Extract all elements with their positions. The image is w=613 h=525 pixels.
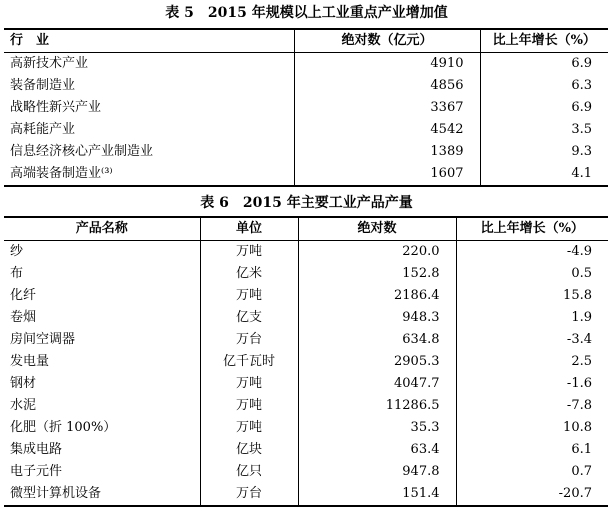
- product-name-cell: 纱: [10, 244, 24, 259]
- industry-name-cell: 高耗能产业: [10, 122, 76, 137]
- product-name-cell: 发电量: [10, 354, 50, 369]
- unit-cell: 亿块: [200, 439, 298, 461]
- table6-header-value: 绝对数: [298, 217, 456, 241]
- unit-cell: 万吨: [200, 373, 298, 395]
- table-row: [4, 307, 608, 329]
- table6-title: 表 6 2015 年主要工业产品产量: [200, 195, 413, 211]
- value-cell: 1389: [294, 141, 480, 163]
- table-row: [4, 329, 608, 351]
- table-row: [4, 373, 608, 395]
- growth-cell: 0.7: [456, 461, 608, 483]
- growth-cell: 10.8: [456, 417, 608, 439]
- growth-cell: -7.8: [456, 395, 608, 417]
- value-cell: 4542: [294, 119, 480, 141]
- growth-cell: 15.8: [456, 285, 608, 307]
- table6-header-growth: 比上年增长（%）: [456, 217, 608, 241]
- unit-cell: 万台: [200, 329, 298, 351]
- table-row: [4, 163, 608, 186]
- product-name-cell: 微型计算机设备: [4, 483, 200, 506]
- value-cell: 4047.7: [298, 373, 456, 395]
- unit-cell: 万吨: [200, 285, 298, 307]
- table-row: [4, 439, 608, 461]
- table-row: [4, 483, 608, 506]
- unit-cell: 万吨: [200, 417, 298, 439]
- growth-cell: -3.4: [456, 329, 608, 351]
- product-name-cell: 水泥: [10, 398, 37, 413]
- growth-cell: -1.6: [456, 373, 608, 395]
- value-cell: 151.4: [298, 483, 456, 506]
- table5-header-industry: 行 业: [4, 29, 294, 53]
- value-cell: 4856: [294, 75, 480, 97]
- unit-cell: 万吨: [200, 395, 298, 417]
- industry-name-cell: 战略性新兴产业: [10, 100, 102, 115]
- table-row: [4, 241, 608, 264]
- growth-cell: 6.9: [480, 53, 608, 76]
- value-cell: 35.3: [298, 417, 456, 439]
- product-name-cell: 钢材: [10, 376, 37, 391]
- growth-cell: -4.9: [456, 241, 608, 264]
- table6-header-unit: 单位: [200, 217, 298, 241]
- table5-body: [4, 53, 608, 187]
- growth-cell: -20.7: [456, 483, 608, 506]
- table-row: [4, 75, 608, 97]
- growth-cell: 2.5: [456, 351, 608, 373]
- value-cell: 947.8: [298, 461, 456, 483]
- table-row: [4, 461, 608, 483]
- table6: [4, 216, 608, 507]
- table-row: [4, 285, 608, 307]
- unit-cell: 万台: [200, 483, 298, 506]
- value-cell: 3367: [294, 97, 480, 119]
- unit-cell: 亿千瓦时: [200, 351, 298, 373]
- industry-name-cell: 高新技术产业: [10, 56, 89, 71]
- product-name-cell: 化纤: [10, 288, 37, 303]
- value-cell: 948.3: [298, 307, 456, 329]
- table6-body: [4, 241, 608, 507]
- value-cell: 2905.3: [298, 351, 456, 373]
- growth-cell: 6.3: [480, 75, 608, 97]
- value-cell: 152.8: [298, 263, 456, 285]
- table6-header-product: 产品名称: [4, 217, 200, 241]
- industry-name-cell: 信息经济核心产业制造业: [10, 144, 154, 159]
- growth-cell: 9.3: [480, 141, 608, 163]
- product-name-cell: 布: [10, 266, 24, 281]
- table-row: [4, 263, 608, 285]
- table-row: [4, 119, 608, 141]
- value-cell: 2186.4: [298, 285, 456, 307]
- industry-name-cell: 装备制造业: [10, 78, 76, 93]
- table6-header-row: [4, 217, 608, 241]
- growth-cell: 3.5: [480, 119, 608, 141]
- value-cell: 634.8: [298, 329, 456, 351]
- unit-cell: 亿只: [200, 461, 298, 483]
- product-name-cell: 集成电路: [10, 442, 63, 457]
- product-name-cell: 房间空调器: [10, 332, 76, 347]
- product-name-cell: 化肥（折 100%）: [10, 420, 117, 435]
- growth-cell: 6.9: [480, 97, 608, 119]
- table-row: [4, 53, 608, 76]
- value-cell: 63.4: [298, 439, 456, 461]
- value-cell: 4910: [294, 53, 480, 76]
- growth-cell: 4.1: [480, 163, 608, 186]
- table5: [4, 28, 608, 187]
- value-cell: 11286.5: [298, 395, 456, 417]
- growth-cell: 0.5: [456, 263, 608, 285]
- unit-cell: 亿米: [200, 263, 298, 285]
- unit-cell: 万吨: [200, 241, 298, 264]
- table5-title: 表 5 2015 年规模以上工业重点产业增加值: [165, 5, 448, 21]
- growth-cell: 1.9: [456, 307, 608, 329]
- product-name-cell: 卷烟: [10, 310, 37, 325]
- table-row: [4, 395, 608, 417]
- table-row: [4, 141, 608, 163]
- table-row: [4, 97, 608, 119]
- unit-cell: 亿支: [200, 307, 298, 329]
- table5-header-row: [4, 29, 608, 53]
- table5-header-value: 绝对数（亿元）: [294, 29, 480, 53]
- growth-cell: 6.1: [456, 439, 608, 461]
- value-cell: 1607: [294, 163, 480, 186]
- industry-name-cell: 高端装备制造业⁽³⁾: [4, 163, 294, 186]
- value-cell: 220.0: [298, 241, 456, 264]
- table5-header-growth: 比上年增长（%）: [480, 29, 608, 53]
- table-row: [4, 417, 608, 439]
- product-name-cell: 电子元件: [10, 464, 63, 479]
- table-row: [4, 351, 608, 373]
